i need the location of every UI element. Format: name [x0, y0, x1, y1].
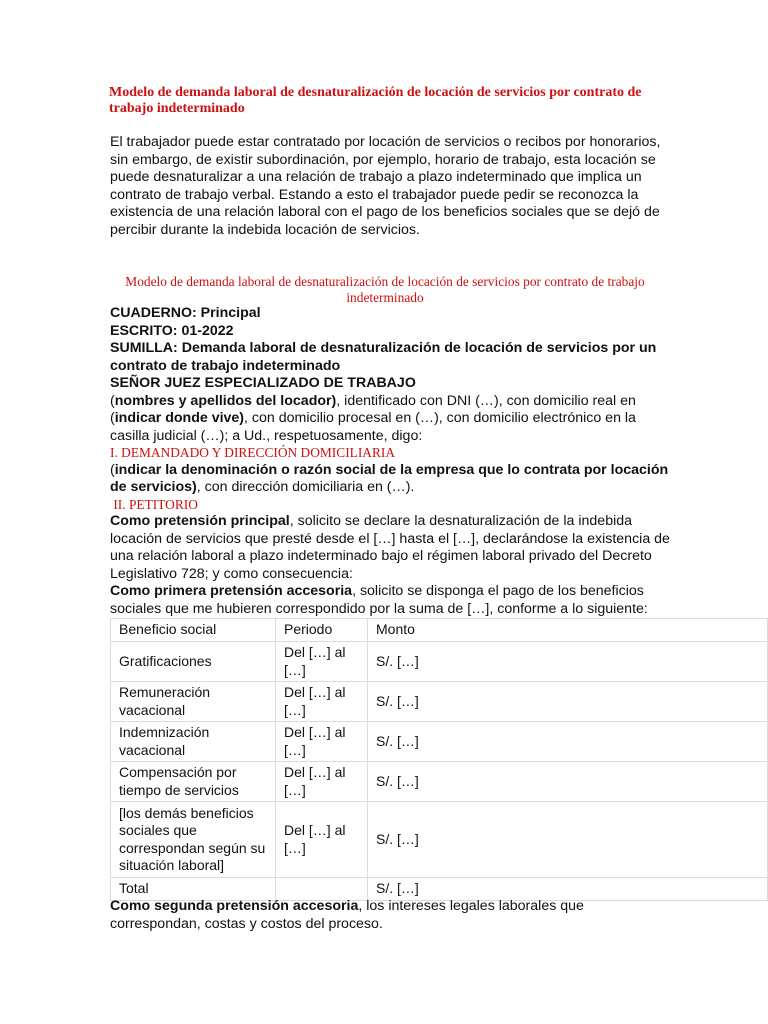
- table-cell: Del […] al […]: [276, 802, 368, 878]
- table-cell: S/. […]: [368, 762, 768, 802]
- table-cell: [los demás beneficios sociales que correspondan según su situación laboral]: [111, 802, 276, 878]
- plaintiff-address-placeholder: indicar donde vive): [114, 410, 245, 426]
- sumilla-line: SUMILLA: Demanda laboral de desnaturalización de locación de servicios por un contrato de trabajo indeterminado: [110, 340, 657, 374]
- second-accessory-claim: [110, 898, 670, 933]
- table-row: [111, 762, 768, 802]
- table-cell: Gratificaciones: [111, 642, 276, 682]
- table-row: [111, 722, 768, 762]
- plaintiff-open: (: [110, 392, 115, 409]
- table-cell: Del […] al […]: [276, 722, 368, 762]
- judge-salutation: SEÑOR JUEZ ESPECIALIZADO DE TRABAJO: [110, 375, 416, 391]
- section-heading-petitorio: II. PETITORIO: [110, 496, 198, 512]
- table-header-row: [111, 619, 768, 642]
- second-accessory-label: Como segunda pretensión accesoria: [110, 898, 359, 914]
- header-cell: Monto: [368, 619, 768, 642]
- demandado-paragraph: [110, 462, 670, 497]
- first-accessory-claim: [110, 583, 670, 618]
- demandado-open: (: [110, 461, 115, 478]
- demandado-address: , con dirección domiciliaria en (…).: [196, 479, 415, 495]
- table-cell: Indemnización vacacional: [111, 722, 276, 762]
- table-cell: Remuneración vacacional: [111, 682, 276, 722]
- benefits-table: [110, 618, 768, 901]
- section-heading-demandado: I. DEMANDADO Y DIRECCIÓN DOMICILIARIA: [110, 445, 396, 460]
- document-title: Modelo de demanda laboral de desnaturalización de locación de servicios por contrato de trabajo indeterminado: [109, 85, 642, 116]
- principal-claim-text: , solicito se declare la desnaturalización de la indebida locación de servicios que presté desde el […] hasta el […], declarándose la existencia de una relación laboral a plazo indeterminado bajo el régimen laboral privado del Decreto Legislativo 728; y como consecuencia:: [110, 513, 670, 582]
- plaintiff-paragraph: [110, 393, 670, 446]
- model-title: Modelo de demanda laboral de desnaturalización de locación de servicios por contrato de trabajo indeterminado: [125, 274, 645, 305]
- table-row: [111, 682, 768, 722]
- table-cell: Total: [111, 878, 276, 901]
- intro-paragraph: El trabajador puede estar contratado por locación de servicios o recibos por honorarios, sin embargo, de existir subordinación, por ejemplo, horario de trabajo, esta locación se puede desnaturalizar a una relación de trabajo a plazo indeterminado que implica un contrato de trabajo verbal. Estando a esto el trabajador puede pedir se reconozca la existencia de una relación laboral con el pago de los beneficios sociales que se dejó de percibir durante la indebida locación de servicios.: [110, 134, 661, 238]
- cuaderno-line: CUADERNO: Principal: [110, 305, 261, 321]
- first-accessory-label: Como primera pretensión accesoria: [110, 583, 353, 599]
- table-cell: S/. […]: [368, 642, 768, 682]
- demand-body: [110, 305, 670, 618]
- header-cell: Beneficio social: [111, 619, 276, 642]
- principal-claim-label: Como pretensión principal: [110, 513, 290, 529]
- table-cell: S/. […]: [368, 878, 768, 901]
- table-cell: Compensación por tiempo de servicios: [111, 762, 276, 802]
- table-cell: S/. […]: [368, 722, 768, 762]
- principal-claim: [110, 513, 670, 583]
- first-accessory-text: , solicito se disponga el pago de los beneficios sociales que me hubieren correspondido por la suma de […], conforme a lo siguiente:: [110, 583, 648, 617]
- table-row: [111, 642, 768, 682]
- plaintiff-rest: , con domicilio procesal en (…), con domicilio electrónico en la casilla judicial (…); a Ud., respetuosamente, digo:: [110, 410, 636, 444]
- escrito-line: ESCRITO: 01-2022: [110, 322, 234, 339]
- header-cell: Periodo: [276, 619, 368, 642]
- table-cell: Del […] al […]: [276, 762, 368, 802]
- plaintiff-name-placeholder: nombres y apellidos del locador): [114, 392, 337, 409]
- company-placeholder: indicar la denominación o razón social de la empresa que lo contrata por locación de servicios): [110, 461, 669, 495]
- second-accessory-text: , los intereses legales laborales que correspondan, costas y costos del proceso.: [110, 898, 584, 932]
- table-cell: Del […] al […]: [276, 642, 368, 682]
- table-row: [111, 802, 768, 878]
- table-cell: Del […] al […]: [276, 682, 368, 722]
- table-cell: S/. […]: [368, 802, 768, 878]
- plaintiff-dni: , identificado con DNI (…), con domicilio real en (: [110, 392, 636, 426]
- table-cell: S/. […]: [368, 682, 768, 722]
